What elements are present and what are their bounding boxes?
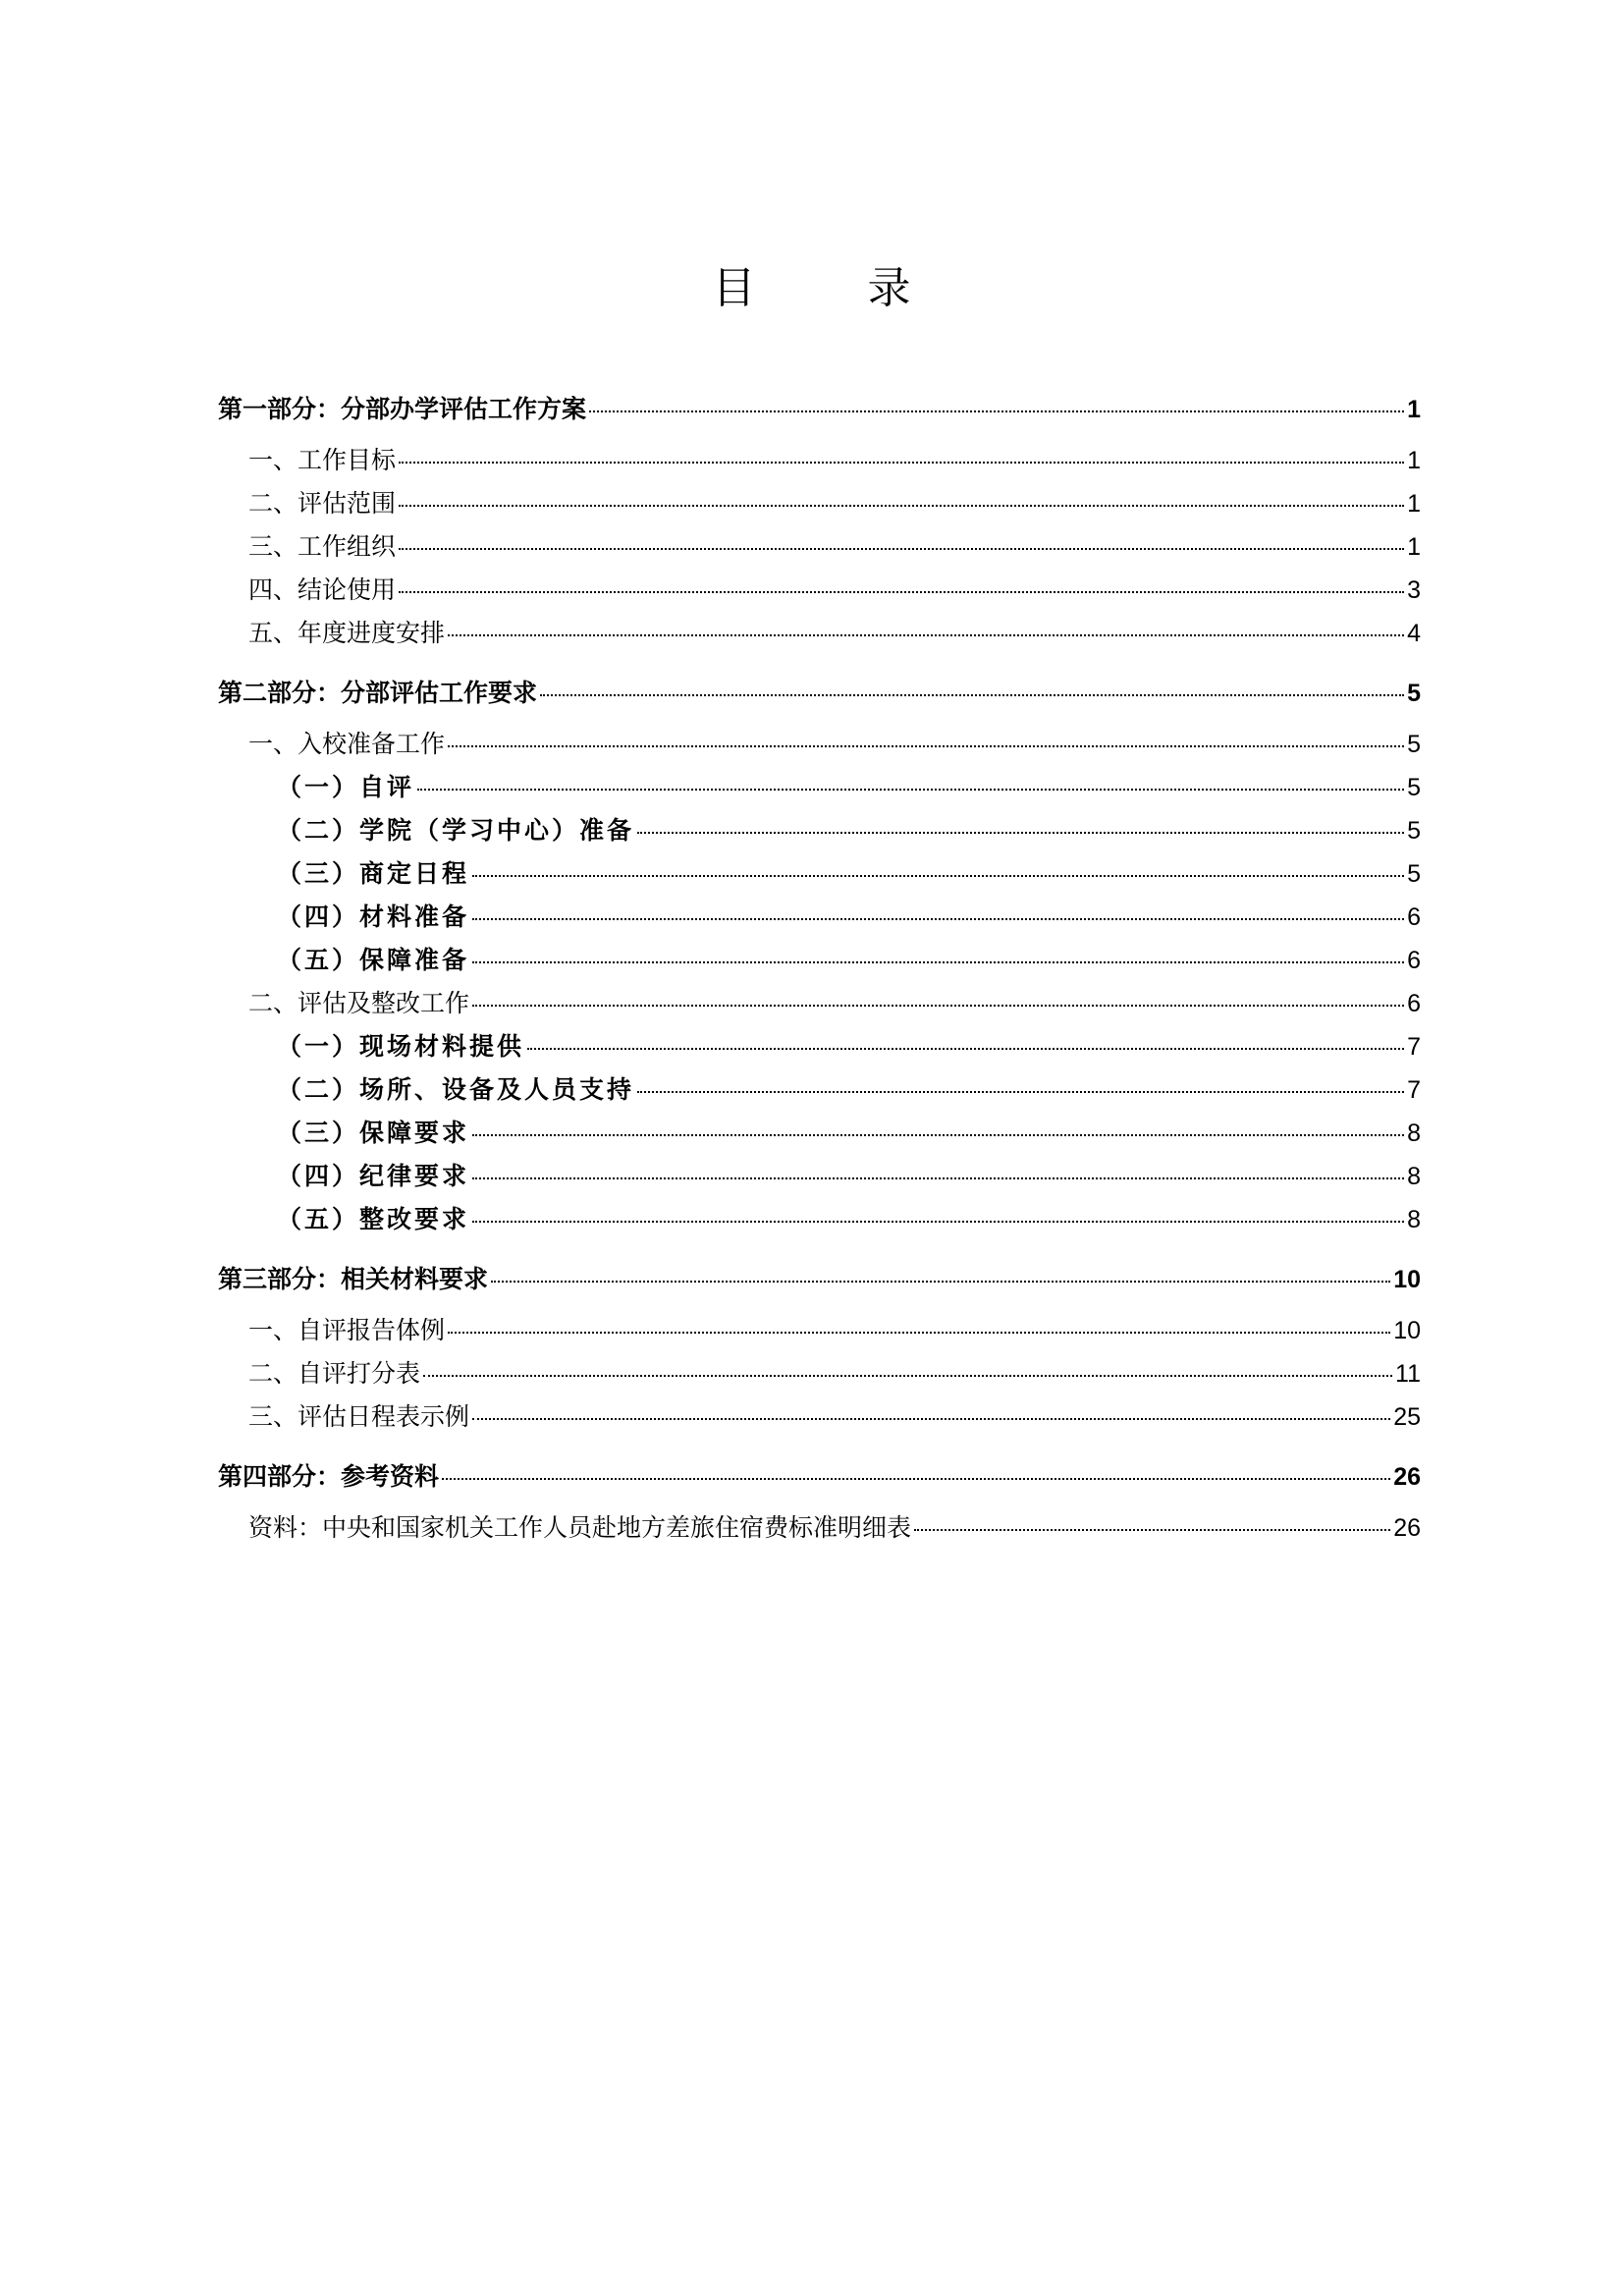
dot-leader — [637, 1091, 1404, 1093]
toc-page-number: 8 — [1407, 1206, 1421, 1233]
toc-page-number: 25 — [1393, 1403, 1421, 1431]
toc-entry-label: 二、自评打分表 — [248, 1359, 421, 1388]
toc-page-number: 4 — [1407, 620, 1421, 647]
toc-entry-label: 五、年度进度安排 — [248, 619, 446, 647]
toc-entry[interactable] — [218, 1198, 1421, 1241]
toc-entry-label: 二、评估范围 — [248, 489, 397, 518]
toc-page-number: 5 — [1407, 817, 1421, 845]
dot-leader — [472, 1418, 1390, 1420]
toc-entry-label: （三）商定日程 — [277, 859, 470, 888]
toc-page-number: 1 — [1407, 396, 1421, 423]
toc-entry-label: （四）材料准备 — [277, 902, 470, 931]
toc-page-number: 7 — [1407, 1076, 1421, 1104]
toc-entry-label: （五）保障准备 — [277, 946, 470, 974]
toc-entry[interactable] — [218, 569, 1421, 612]
dot-leader — [914, 1529, 1390, 1531]
dot-leader — [527, 1048, 1404, 1050]
toc-entry-label: 一、工作目标 — [248, 446, 397, 474]
dot-leader — [472, 1221, 1404, 1223]
toc-entry-label: （四）纪律要求 — [277, 1162, 470, 1190]
dot-leader — [540, 694, 1404, 696]
toc-page-number: 3 — [1407, 576, 1421, 604]
toc-entry-part-3[interactable] — [218, 1258, 1421, 1301]
toc-entry[interactable] — [218, 1395, 1421, 1439]
toc-entry-label: 一、自评报告体例 — [248, 1316, 446, 1344]
toc-page-number: 1 — [1407, 533, 1421, 561]
toc-entry-part-4[interactable] — [218, 1455, 1421, 1499]
dot-leader — [472, 1005, 1404, 1007]
toc-page-number: 8 — [1407, 1163, 1421, 1190]
toc-entry[interactable] — [218, 612, 1421, 655]
page-title: 目 录 — [712, 263, 960, 313]
dot-leader — [472, 918, 1404, 920]
toc-entry-label: （一）现场材料提供 — [277, 1032, 525, 1061]
toc-page-number: 10 — [1393, 1266, 1421, 1293]
toc-entry-part-1[interactable] — [218, 388, 1421, 431]
toc-entry[interactable] — [218, 982, 1421, 1025]
toc-page-number: 11 — [1395, 1360, 1421, 1388]
toc-entry[interactable] — [218, 939, 1421, 982]
toc-page-number: 7 — [1407, 1033, 1421, 1061]
dot-leader — [472, 1177, 1404, 1179]
toc-entry-label: 第四部分：参考资料 — [218, 1462, 440, 1491]
toc-entry-label: 三、工作组织 — [248, 532, 397, 561]
toc-entry-label: 二、评估及整改工作 — [248, 989, 470, 1017]
dot-leader — [448, 634, 1404, 636]
dot-leader — [399, 548, 1404, 550]
dot-leader — [637, 832, 1404, 834]
toc-entry[interactable] — [218, 723, 1421, 766]
toc-entry[interactable] — [218, 809, 1421, 852]
toc-page-number: 5 — [1407, 680, 1421, 707]
toc-entry[interactable] — [218, 1309, 1421, 1352]
toc-entry[interactable] — [218, 852, 1421, 896]
toc-entry-label: （五）整改要求 — [277, 1205, 470, 1233]
toc-page-number: 8 — [1407, 1120, 1421, 1147]
dot-leader — [399, 462, 1404, 464]
toc-entry[interactable] — [218, 1068, 1421, 1112]
dot-leader — [491, 1281, 1390, 1283]
toc-entry-label: （三）保障要求 — [277, 1119, 470, 1147]
toc-entry-label: （一）自评 — [277, 773, 415, 801]
dot-leader — [423, 1375, 1392, 1377]
dot-leader — [589, 410, 1404, 412]
toc-entry[interactable] — [218, 525, 1421, 569]
dot-leader — [472, 961, 1404, 963]
toc-page-number: 10 — [1393, 1317, 1421, 1344]
toc-page-number: 6 — [1407, 990, 1421, 1017]
toc-page-number: 6 — [1407, 903, 1421, 931]
toc-entry-label: 第一部分：分部办学评估工作方案 — [218, 395, 587, 423]
toc-entry[interactable] — [218, 1155, 1421, 1198]
toc-entry[interactable] — [218, 482, 1421, 525]
dot-leader — [448, 745, 1404, 747]
toc-page-number: 26 — [1393, 1463, 1421, 1491]
toc-entry[interactable] — [218, 1352, 1421, 1395]
dot-leader — [399, 505, 1404, 507]
toc-page-number: 5 — [1407, 731, 1421, 758]
toc-entry-label: 四、结论使用 — [248, 575, 397, 604]
toc-entry-label: 第三部分：相关材料要求 — [218, 1265, 489, 1293]
toc-entry-label: （二）学院（学习中心）准备 — [277, 816, 635, 845]
toc-entry[interactable] — [218, 1506, 1421, 1550]
toc-page-number: 5 — [1407, 774, 1421, 801]
toc-page-number: 5 — [1407, 860, 1421, 888]
toc-page-number: 6 — [1407, 947, 1421, 974]
toc-entry-label: 三、评估日程表示例 — [248, 1402, 470, 1431]
dot-leader — [399, 591, 1404, 593]
dot-leader — [472, 875, 1404, 877]
toc-entry-part-2[interactable] — [218, 672, 1421, 715]
dot-leader — [472, 1134, 1404, 1136]
toc-entry[interactable] — [218, 439, 1421, 482]
toc-entry-label: 资料：中央和国家机关工作人员赴地方差旅住宿费标准明细表 — [248, 1513, 912, 1542]
table-of-contents — [218, 388, 1421, 1550]
toc-entry-label: 第二部分：分部评估工作要求 — [218, 679, 538, 707]
toc-entry[interactable] — [218, 896, 1421, 939]
toc-entry-label: （二）场所、设备及人员支持 — [277, 1075, 635, 1104]
toc-page-number: 1 — [1407, 447, 1421, 474]
toc-entry[interactable] — [218, 766, 1421, 809]
toc-page-number: 26 — [1393, 1514, 1421, 1542]
toc-page-number: 1 — [1407, 490, 1421, 518]
toc-entry-label: 一、入校准备工作 — [248, 730, 446, 758]
dot-leader — [448, 1332, 1390, 1334]
dot-leader — [417, 789, 1404, 791]
toc-entry[interactable] — [218, 1025, 1421, 1068]
dot-leader — [442, 1478, 1390, 1480]
toc-entry[interactable] — [218, 1112, 1421, 1155]
